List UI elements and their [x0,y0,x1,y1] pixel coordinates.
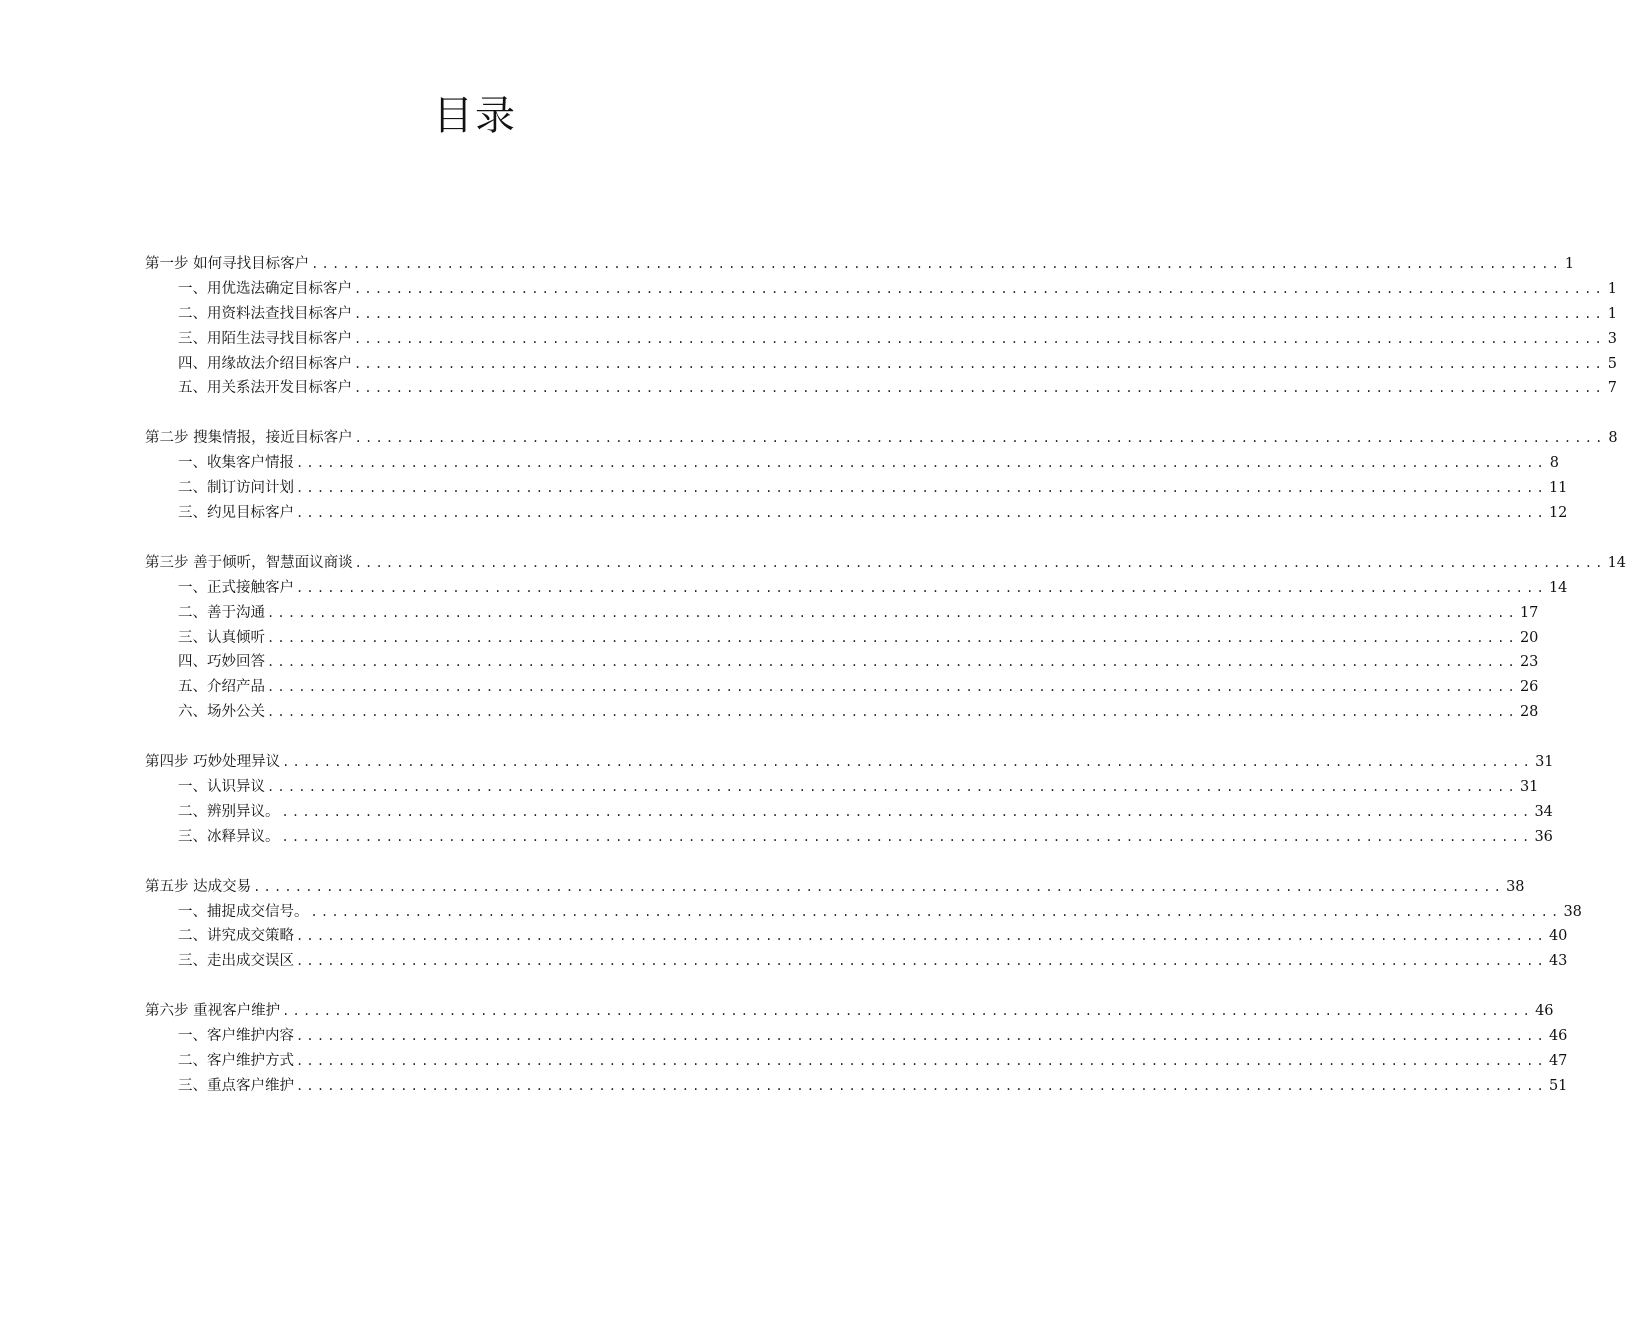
toc-page-number: 47 [1548,1053,1568,1070]
page-title: 目录 [433,93,517,139]
toc-entry[interactable] [145,949,1568,974]
toc-entry[interactable] [145,800,1553,825]
toc-section [145,750,1554,850]
dot-leader: ........................................................................................................................ [296,1078,1547,1093]
toc-page-number: 14 [1548,579,1568,596]
toc-page-number: 26 [1519,679,1539,696]
toc-entry[interactable] [145,775,1539,800]
toc-entry-label: 四、巧妙回答 [178,654,265,671]
toc-entry[interactable] [145,376,1617,401]
toc-entry[interactable] [145,576,1568,601]
toc-page-number: 38 [1563,903,1582,920]
toc-page-number: 12 [1548,505,1568,521]
table-of-contents [145,252,1626,1124]
dot-leader: ........................................................................................................................ [296,929,1547,944]
toc-entry-label: 二、客户维护方式 [178,1053,294,1070]
toc-section [145,551,1626,725]
dot-leader: ........................................................................................................................ [296,580,1547,595]
toc-page-number: 17 [1519,604,1539,621]
toc-page-number: 23 [1519,654,1539,671]
toc-entry-label: 二、用资料法查找目标客户 [178,305,352,322]
toc-entry[interactable] [145,924,1568,949]
toc-entry-label: 六、场外公关 [178,704,265,721]
toc-entry-label: 五、用关系法开发目标客户 [178,380,352,397]
toc-section [145,875,1582,975]
toc-entry[interactable] [145,1049,1568,1074]
toc-chapter-label: 第二步 搜集情报，接近目标客户 [145,430,353,447]
dot-leader: ........................................................................................................................ [282,755,1534,770]
toc-page-number: 36 [1534,828,1553,845]
toc-page-number: 20 [1519,629,1539,646]
toc-page-number: 8 [1608,430,1618,447]
toc-entry[interactable] [145,675,1539,700]
toc-entry-label: 五、介绍产品 [178,679,265,696]
toc-page-number: 31 [1519,779,1539,796]
toc-chapter-label: 第一步 如何寻找目标客户 [145,255,310,272]
dot-leader: ........................................................................................................................ [354,331,1605,346]
toc-chapter-entry[interactable] [145,750,1554,775]
toc-entry-label: 四、用缘故法介绍目标客户 [178,355,352,372]
dot-leader: ........................................................................................................................ [253,879,1505,894]
dot-leader: ........................................................................................................................ [354,381,1605,396]
toc-entry[interactable] [145,700,1539,725]
toc-page-number: 8 [1549,455,1559,472]
toc-page-number: 1 [1607,305,1617,322]
toc-page-number: 31 [1535,754,1554,771]
dot-leader: ........................................................................................................................ [296,506,1547,520]
toc-page-number: 14 [1607,554,1626,571]
dot-leader: ........................................................................................................................ [281,804,1533,819]
toc-page-number: 3 [1607,330,1617,347]
toc-chapter-label: 第五步 达成交易 [145,878,252,895]
toc-entry[interactable] [145,302,1617,327]
toc-entry-label: 一、认识异议 [178,779,265,796]
dot-leader: ........................................................................................................................ [296,1029,1547,1044]
dot-leader: ........................................................................................................................ [296,954,1547,969]
toc-page-number: 38 [1506,878,1525,895]
toc-entry[interactable] [145,476,1568,501]
toc-entry-label: 一、用优选法确定目标客户 [178,280,352,297]
dot-leader: ........................................................................................................................ [267,680,1518,695]
dot-leader: ........................................................................................................................ [267,655,1518,670]
toc-section [145,999,1568,1099]
toc-section [145,252,1617,401]
toc-page-number: 28 [1519,704,1539,721]
toc-chapter-entry[interactable] [145,999,1554,1024]
toc-page-number: 46 [1548,1028,1568,1045]
toc-entry[interactable] [145,650,1539,675]
toc-chapter-entry[interactable] [145,875,1525,900]
toc-page-number: 7 [1607,380,1617,397]
dot-leader: ........................................................................................................................ [267,605,1518,620]
dot-leader: ........................................................................................................................ [267,780,1518,795]
toc-entry-label: 二、制订访问计划 [178,480,294,497]
toc-page-number: 1 [1564,255,1575,272]
toc-page-number: 34 [1534,803,1553,820]
toc-chapter-entry[interactable] [145,551,1626,576]
dot-leader: ........................................................................................................................ [267,705,1518,720]
toc-entry[interactable] [145,626,1539,651]
toc-entry-label: 二、讲究成交策略 [178,928,294,945]
toc-entry[interactable] [145,1024,1568,1049]
toc-entry[interactable] [145,327,1617,352]
dot-leader: ........................................................................................................................ [281,829,1533,844]
toc-chapter-label: 第六步 重视客户维护 [145,1003,281,1020]
toc-page-number: 5 [1607,355,1617,372]
toc-entry[interactable] [145,1074,1568,1099]
dot-leader: ........................................................................................................................ [282,1004,1534,1019]
dot-leader: ........................................................................................................................ [296,481,1547,496]
toc-page-number: 1 [1607,280,1617,297]
toc-entry[interactable] [145,601,1539,626]
toc-entry[interactable] [145,277,1617,302]
toc-entry-label: 一、收集客户情报 [178,455,294,472]
toc-entry-label: 三、认真倾听 [178,629,265,646]
dot-leader: ........................................................................................................................ [310,904,1562,919]
toc-page-number: 11 [1548,480,1568,497]
dot-leader: ........................................................................................................................ [296,456,1547,471]
toc-chapter-label: 第四步 巧妙处理异议 [145,754,281,771]
toc-page-number: 43 [1548,953,1568,970]
toc-entry-label: 三、约见目标客户 [178,505,294,521]
toc-entry-label: 一、客户维护内容 [178,1028,294,1045]
toc-page-number: 40 [1548,928,1568,945]
toc-entry-label: 三、重点客户维护 [178,1077,294,1094]
dot-leader: ........................................................................................................................ [296,1054,1547,1069]
toc-page-number: 51 [1548,1077,1568,1094]
dot-leader: ........................................................................................................................ [354,431,1606,446]
toc-chapter-entry[interactable] [145,426,1618,451]
toc-entry-label: 一、捕捉成交信号。 [178,903,309,920]
toc-entry-label: 二、辨别异议。 [178,803,280,820]
toc-entry[interactable] [145,825,1553,850]
dot-leader: ........................................................................................................................ [311,256,1563,271]
toc-entry[interactable] [145,501,1568,526]
dot-leader: ........................................................................................................................ [354,306,1605,321]
dot-leader: ........................................................................................................................ [354,281,1605,296]
dot-leader: ........................................................................................................................ [354,356,1605,371]
toc-entry[interactable] [145,352,1617,377]
toc-chapter-label: 第三步 善于倾听，智慧面议商谈 [145,554,353,571]
toc-chapter-entry[interactable] [145,252,1575,277]
toc-entry-label: 二、善于沟通 [178,604,265,621]
dot-leader: ........................................................................................................................ [354,555,1606,570]
toc-entry-label: 三、冰释异议。 [178,828,280,845]
dot-leader: ........................................................................................................................ [267,630,1518,645]
toc-page-number: 46 [1535,1003,1554,1020]
toc-section [145,426,1618,526]
toc-entry[interactable] [145,900,1582,925]
toc-entry-label: 三、用陌生法寻找目标客户 [178,330,352,347]
toc-entry-label: 一、正式接触客户 [178,579,294,596]
toc-entry[interactable] [145,451,1559,476]
toc-entry-label: 三、走出成交误区 [178,953,294,970]
